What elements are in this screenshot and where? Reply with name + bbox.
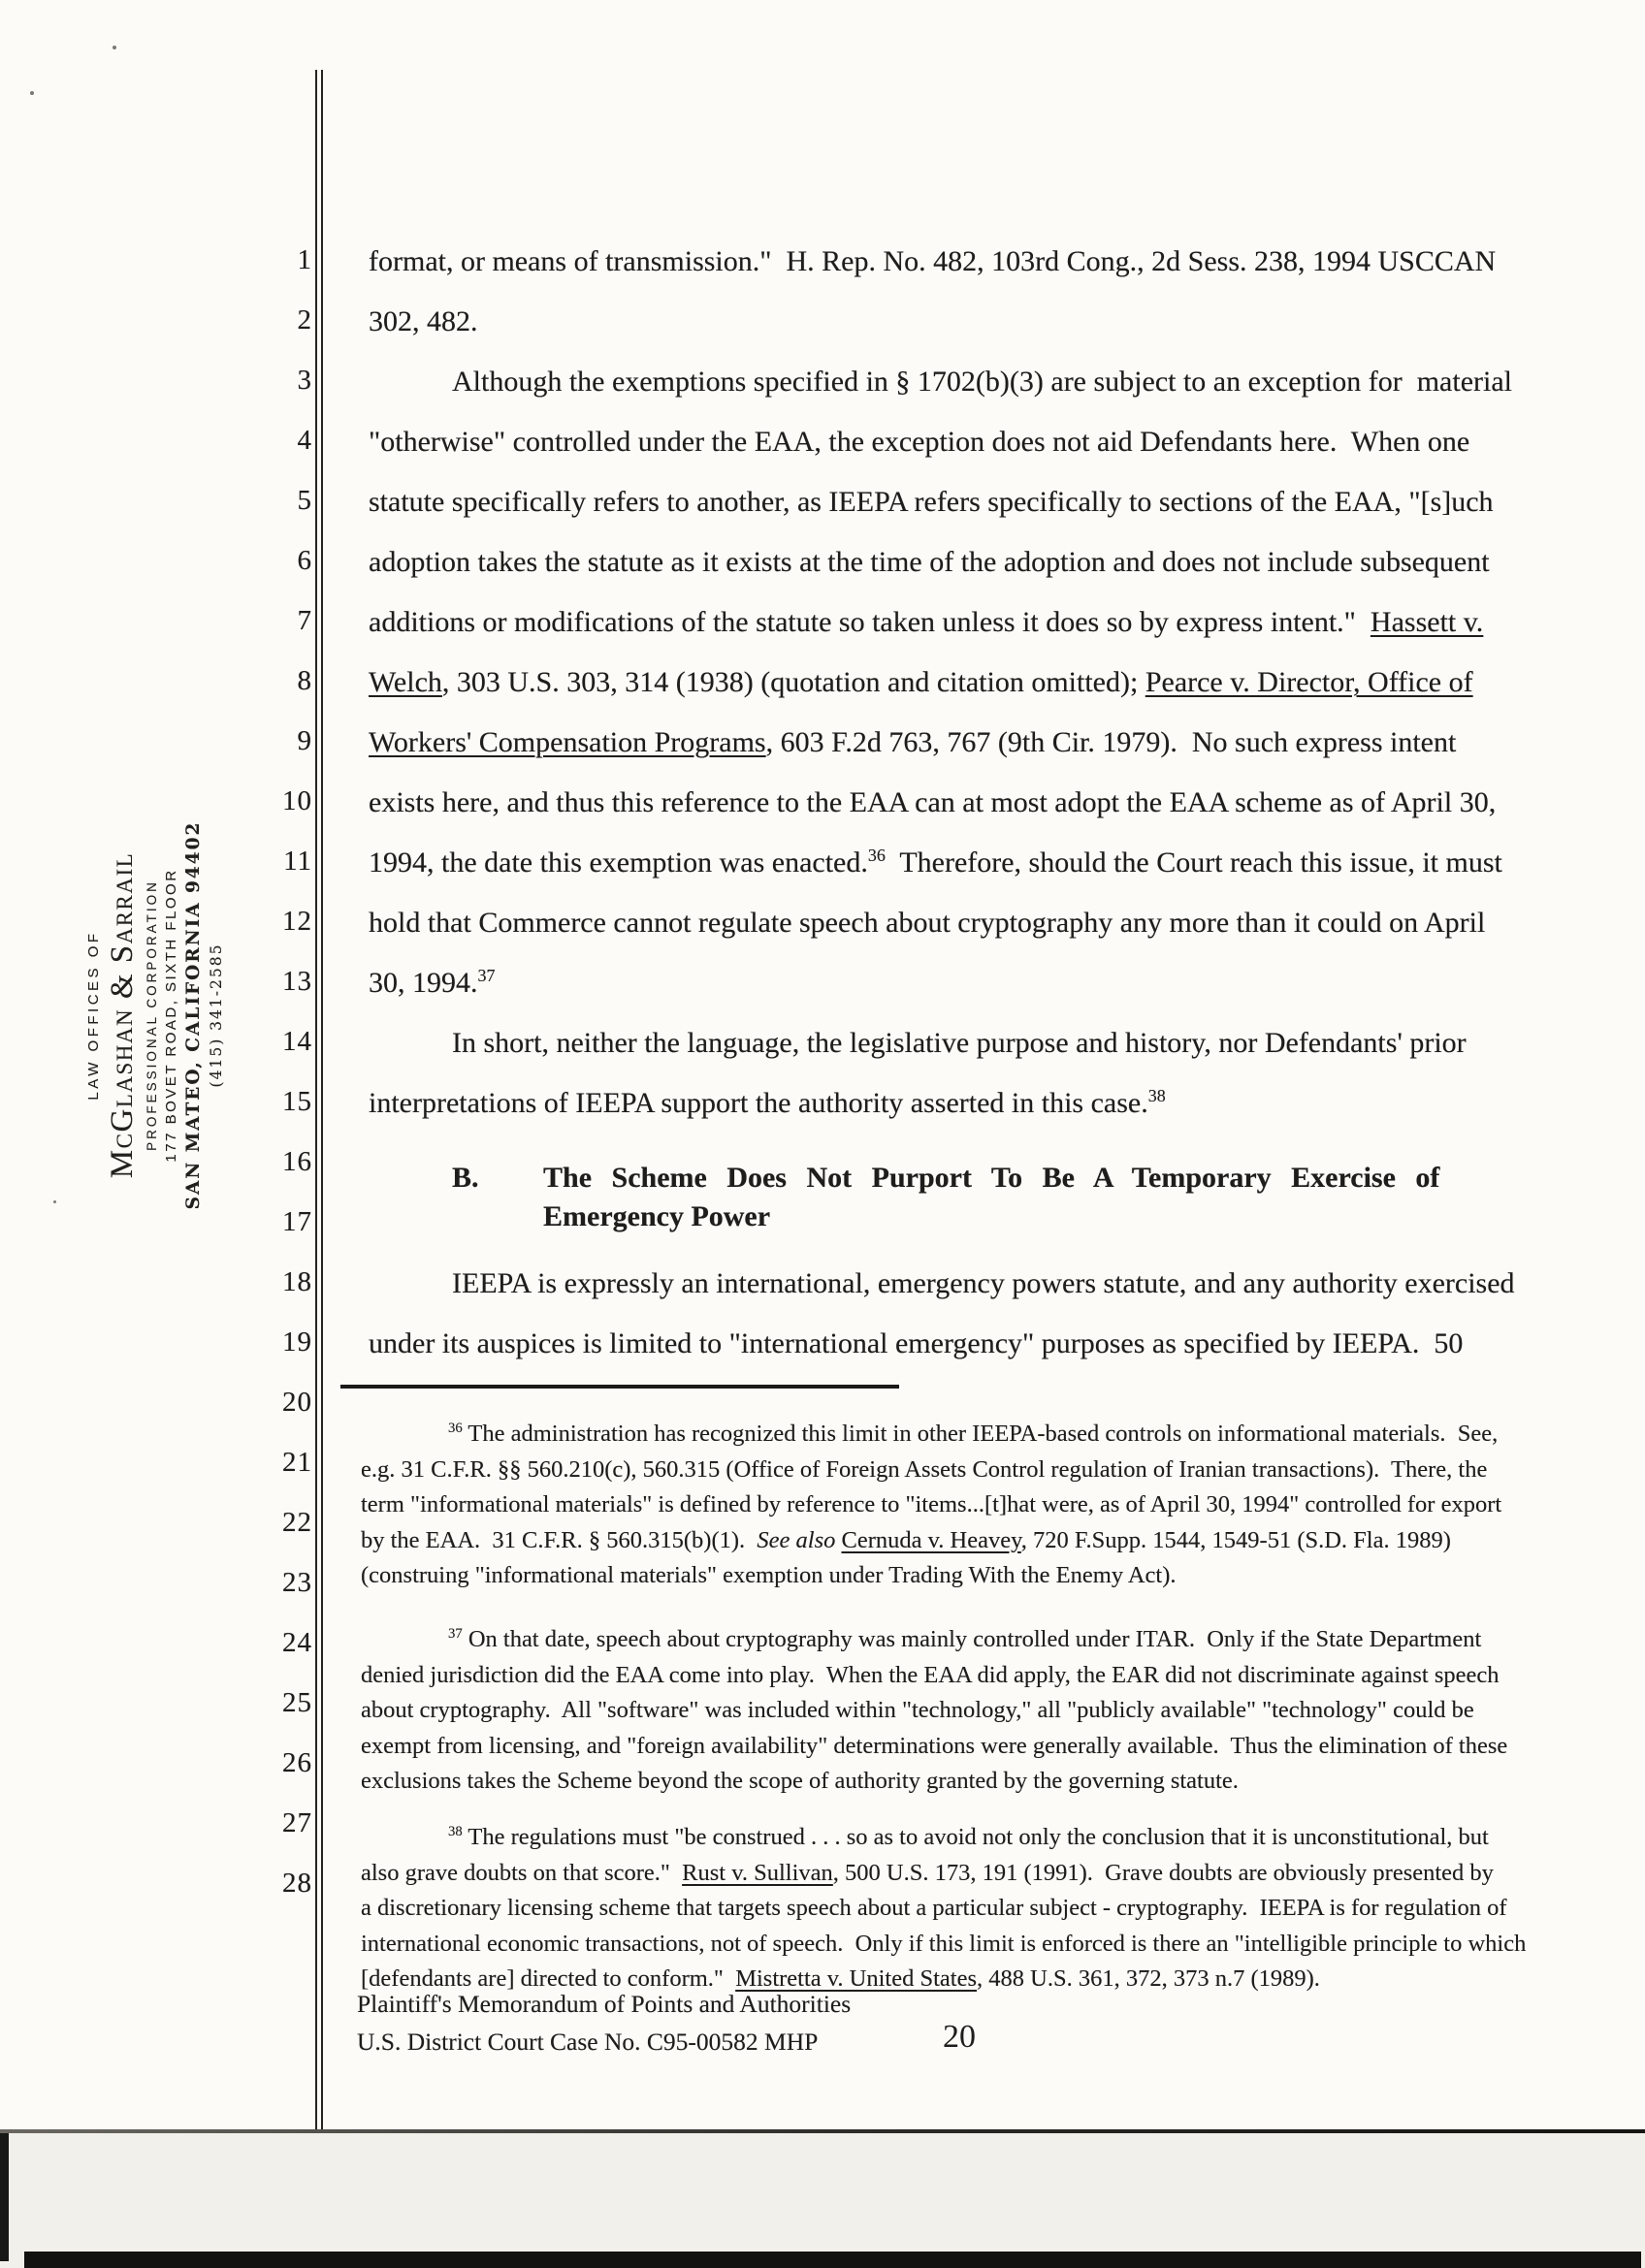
footnote-line bbox=[361, 1490, 1501, 1519]
body-line bbox=[369, 846, 1502, 880]
section-heading-line1: The Scheme Does Not Purport To Be A Temporary Exercise of bbox=[543, 1162, 1440, 1194]
text-run: statute specifically refers to another, as IEEPA refers specifically to sections of the EAA, "[s]uch bbox=[369, 486, 1494, 518]
text-run: (construing "informational materials" exemption under Trading With the Enemy Act). bbox=[361, 1562, 1177, 1588]
text-run: The administration has recognized this limit in other IEEPA-based controls on informational materials. See, bbox=[462, 1421, 1499, 1447]
line-number: 25 bbox=[282, 1687, 312, 1718]
footnote-line bbox=[448, 1823, 1489, 1852]
text-run: 302, 482. bbox=[369, 305, 478, 337]
text-run: international economic transactions, not of speech. Only if this limit is enforced is there an "intelligible principle to which bbox=[361, 1930, 1527, 1957]
body-line bbox=[369, 244, 1496, 279]
body-line bbox=[452, 365, 1512, 399]
text-run: under its auspices is limited to "international emergency" purposes as specified by IEEPA. 50 bbox=[369, 1327, 1464, 1359]
body-line bbox=[369, 966, 496, 1001]
line-number: 3 bbox=[297, 365, 312, 396]
case-citation: Cernuda v. Heavey bbox=[841, 1526, 1021, 1553]
case-citation: Pearce v. Director, Office of bbox=[1145, 666, 1473, 698]
line-number: 23 bbox=[282, 1567, 312, 1598]
scan-speck bbox=[53, 1200, 56, 1203]
body-line bbox=[369, 1086, 1166, 1121]
text-run: by the EAA. 31 C.F.R. § 560.315(b)(1). bbox=[361, 1526, 758, 1553]
footnote-line bbox=[361, 1561, 1177, 1590]
line-number: 7 bbox=[297, 605, 312, 636]
footnote-line bbox=[361, 1661, 1500, 1690]
text-run: interpretations of IEEPA support the authority asserted in this case. bbox=[369, 1087, 1148, 1119]
line-number: 20 bbox=[282, 1387, 312, 1418]
line-number: 16 bbox=[282, 1146, 312, 1177]
case-citation: Welch bbox=[369, 666, 442, 698]
line-number: 17 bbox=[282, 1206, 312, 1237]
line-number: 15 bbox=[282, 1086, 312, 1117]
text-run: , 500 U.S. 173, 191 (1991). Grave doubts are obviously presented by bbox=[832, 1859, 1494, 1886]
firm-street-address: 177 BOVET ROAD, SIXTH FLOOR bbox=[163, 868, 179, 1163]
text-run: hold that Commerce cannot regulate speech about cryptography any more than it could on April bbox=[369, 907, 1486, 939]
body-line bbox=[369, 725, 1456, 760]
footnote-reference: 36 bbox=[867, 846, 886, 865]
footer-case-number: U.S. District Court Case No. C95-00582 MHP bbox=[357, 2028, 819, 2056]
firm-city-address: SAN MATEO, CALIFORNIA 94402 bbox=[183, 820, 204, 1210]
body-line bbox=[452, 1026, 1467, 1061]
text-run: exists here, and thus this reference to the EAA can at most adopt the EAA scheme as of April 30, bbox=[369, 786, 1497, 818]
case-citation: Mistretta v. United States bbox=[735, 1965, 978, 1992]
line-number: 5 bbox=[297, 485, 312, 516]
law-offices-of-label: LAW OFFICES OF bbox=[85, 930, 102, 1101]
line-number: 11 bbox=[283, 846, 312, 877]
line-number: 22 bbox=[282, 1507, 312, 1538]
body-line bbox=[369, 425, 1469, 460]
body-line bbox=[369, 545, 1490, 580]
footnote-reference: 36 bbox=[448, 1420, 463, 1436]
text-run: also grave doubts on that score." bbox=[361, 1859, 683, 1886]
footnote-line bbox=[361, 1930, 1526, 1959]
footnote-line bbox=[361, 1732, 1507, 1761]
body-line bbox=[369, 785, 1496, 820]
scanner-background bbox=[0, 2133, 1645, 2268]
body-line bbox=[452, 1266, 1515, 1301]
section-heading-line2: Emergency Power bbox=[543, 1200, 771, 1232]
footnote-line bbox=[361, 1526, 1451, 1555]
footnote-line bbox=[448, 1420, 1498, 1449]
line-number: 1 bbox=[297, 244, 312, 275]
text-run: The regulations must "be construed . . . so as to avoid not only the conclusion that it is unconstitutional, but bbox=[462, 1824, 1489, 1850]
footnote-reference: 38 bbox=[448, 1823, 463, 1839]
footer-document-title: Plaintiff's Memorandum of Points and Authorities bbox=[357, 1990, 852, 2018]
case-citation: Hassett v. bbox=[1370, 606, 1484, 638]
text-run: "otherwise" controlled under the EAA, the exception does not aid Defendants here. When one bbox=[369, 426, 1470, 458]
text-run: IEEPA is expressly an international, emergency powers statute, and any authority exercised bbox=[452, 1267, 1515, 1299]
line-number: 18 bbox=[282, 1266, 312, 1297]
line-number: 21 bbox=[282, 1447, 312, 1478]
line-number: 26 bbox=[282, 1747, 312, 1778]
pleading-rule-outer bbox=[315, 70, 317, 2129]
professional-corporation-label: PROFESSIONAL CORPORATION bbox=[145, 879, 159, 1151]
footnote-line bbox=[361, 1696, 1474, 1725]
footnote-line bbox=[361, 1894, 1507, 1923]
body-line bbox=[369, 304, 478, 339]
scan-speck bbox=[30, 91, 34, 95]
footnote-line bbox=[361, 1455, 1487, 1485]
footnote-line bbox=[361, 1767, 1239, 1796]
body-line bbox=[369, 485, 1494, 520]
footnote-reference: 38 bbox=[1147, 1086, 1166, 1105]
line-number: 10 bbox=[282, 785, 312, 816]
line-number: 2 bbox=[297, 304, 312, 335]
section-heading-label: B. bbox=[452, 1162, 479, 1194]
text-run: about cryptography. All "software" was included within "technology," all "publicly available" "technology" could be bbox=[361, 1697, 1474, 1723]
body-line bbox=[369, 605, 1483, 640]
text-run: e.g. 31 C.F.R. §§ 560.210(c), 560.315 (Office of Foreign Assets Control regulation of Iranian transactions). There, the bbox=[361, 1455, 1488, 1483]
text-run: a discretionary licensing scheme that targets speech about a particular subject - cryptography. IEEPA is for regulation of bbox=[361, 1895, 1507, 1921]
text-run: adoption takes the statute as it exists at the time of the adoption and does not include subsequent bbox=[369, 546, 1490, 578]
line-number: 13 bbox=[282, 966, 312, 997]
text-run: , 303 U.S. 303, 314 (1938) (quotation and citation omitted); bbox=[441, 666, 1145, 698]
line-number: 28 bbox=[282, 1868, 312, 1899]
text-run: On that date, speech about cryptography was mainly controlled under ITAR. Only if the State Department bbox=[462, 1626, 1482, 1652]
scan-speck bbox=[113, 46, 116, 49]
body-line bbox=[369, 665, 1473, 700]
text-run: [defendants are] directed to conform." bbox=[361, 1965, 736, 1992]
law-firm-block bbox=[78, 763, 233, 1267]
text-run: Although the exemptions specified in § 1702(b)(3) are subject to an exception for material bbox=[452, 366, 1512, 398]
footnote-reference: 37 bbox=[477, 966, 496, 985]
text-run: , 720 F.Supp. 1544, 1549-51 (S.D. Fla. 1989) bbox=[1020, 1526, 1451, 1553]
body-line bbox=[369, 906, 1485, 941]
text-run: denied jurisdiction did the EAA come into play. When the EAA did apply, the EAR did not discriminate against speech bbox=[361, 1661, 1500, 1688]
text-run: 1994, the date this exemption was enacted. bbox=[369, 847, 868, 878]
body-line bbox=[369, 1326, 1463, 1361]
line-number: 19 bbox=[282, 1326, 312, 1358]
footnote-line bbox=[361, 1859, 1494, 1888]
text-run: See also bbox=[757, 1526, 836, 1553]
page-number: 20 bbox=[943, 2019, 976, 2055]
firm-phone: (415) 341-2585 bbox=[208, 942, 225, 1088]
text-run: additions or modifications of the statute so taken unless it does so by express intent." bbox=[369, 606, 1371, 638]
text-run: , 603 F.2d 763, 767 (9th Cir. 1979). No such express intent bbox=[765, 726, 1457, 758]
text-run: term "informational materials" is defined by reference to "items...[t]hat were, as of April 30, 1994" controlled for export bbox=[361, 1491, 1502, 1517]
line-number: 4 bbox=[297, 425, 312, 456]
line-number: 9 bbox=[297, 725, 312, 756]
line-number: 12 bbox=[282, 906, 312, 937]
text-run: format, or means of transmission." H. Rep. No. 482, 103rd Cong., 2d Sess. 238, 1994 USCCAN bbox=[369, 245, 1497, 277]
text-run: In short, neither the language, the legislative purpose and history, nor Defendants' prior bbox=[452, 1027, 1467, 1059]
text-run: exclusions takes the Scheme beyond the scope of authority granted by the governing statute. bbox=[361, 1768, 1239, 1794]
line-number: 14 bbox=[282, 1026, 312, 1057]
scan-black-strip-left bbox=[0, 2133, 9, 2261]
line-number: 27 bbox=[282, 1807, 312, 1838]
line-number: 24 bbox=[282, 1627, 312, 1658]
line-number: 8 bbox=[297, 665, 312, 696]
text-run: exempt from licensing, and "foreign availability" determinations were generally available. Thus the elimination of these bbox=[361, 1732, 1508, 1759]
line-number: 6 bbox=[297, 545, 312, 576]
case-citation: Workers' Compensation Programs bbox=[369, 726, 766, 758]
footnote-line bbox=[448, 1625, 1481, 1654]
case-citation: Rust v. Sullivan bbox=[682, 1859, 833, 1886]
text-run: Therefore, should the Court reach this issue, it must bbox=[885, 847, 1502, 878]
scan-black-bar-bottom bbox=[24, 2252, 1641, 2268]
pleading-rule-inner bbox=[321, 70, 323, 2129]
text-run: 30, 1994. bbox=[369, 967, 478, 999]
footnote-reference: 37 bbox=[448, 1625, 463, 1642]
text-run: , 488 U.S. 361, 372, 373 n.7 (1989). bbox=[977, 1965, 1320, 1992]
firm-name: McGlashan & Sarrail bbox=[105, 851, 140, 1179]
footnote-separator bbox=[340, 1385, 899, 1389]
